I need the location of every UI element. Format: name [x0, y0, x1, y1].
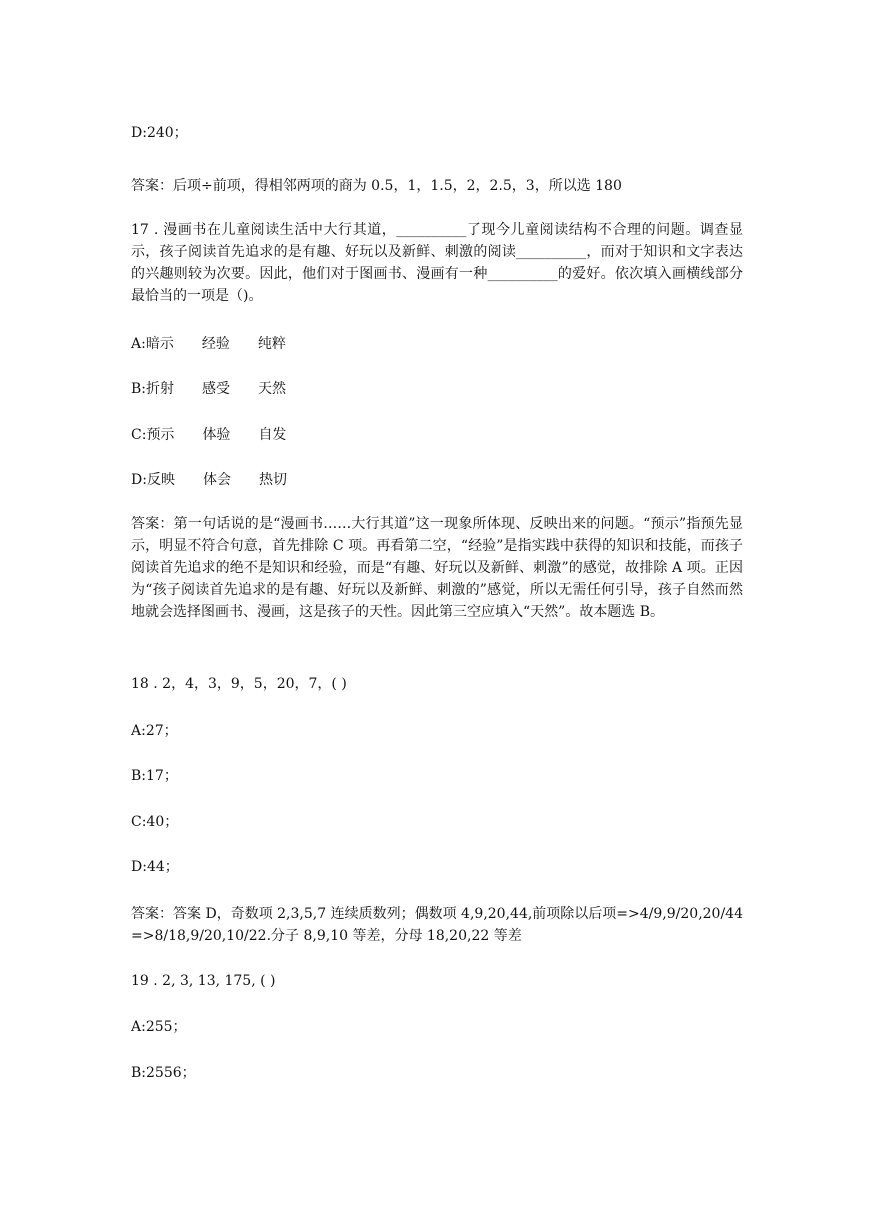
q19-option-a: A:255； [131, 1019, 187, 1035]
option-word: 感受 [202, 381, 231, 397]
q17-option-c [131, 424, 741, 446]
q18-answer: 答案：答案 D，奇数项 2,3,5,7 连续质数列；偶数项 4,9,20,44,前项除以后项=>4/9,9/20,20/44=>8/18,9/20,10/22.分子 8,9,10 等差，分母 18,20,22 等差 [131, 906, 743, 944]
q17-option-d [131, 469, 741, 491]
q17-answer: 答案：第一句话说的是“漫画书……大行其道”这一现象所体现、反映出来的问题。“预示”指预先显示，明显不符合句意，首先排除 C 项。再看第二空，“经验”是指实践中获得的知识和技能，而孩子阅读首先追求的绝不是知识和经验，而是“有趣、好玩以及新鲜、刺激”的感觉，故排除 A 项。正因为“孩子阅读首先追求的是有趣、好玩以及新鲜、刺激的”感觉，所以无需任何引导，孩子自然而然地就会选择图画书、漫画，这是孩子的天性。因此第三空应填入“天然”。故本题选 B。 [131, 516, 743, 620]
option-letter: A: [131, 336, 146, 352]
option-letter: B: [131, 381, 147, 397]
option-word: 热切 [258, 472, 287, 488]
option-word: 反映 [146, 472, 175, 488]
option-word: 天然 [258, 381, 287, 397]
option-word: 折射 [146, 381, 175, 397]
q18-option-a: A:27； [131, 723, 178, 739]
option-word: 暗示 [145, 336, 174, 352]
q17-option-a [131, 333, 741, 355]
option-word: 预示 [146, 427, 175, 443]
option-word: 纯粹 [257, 336, 286, 352]
q16-option-d: D:240； [131, 125, 188, 141]
option-word: 体验 [202, 427, 231, 443]
q17-question: 17 . 漫画书在儿童阅读生活中大行其道，__________了现今儿童阅读结构不合理的问题。调查显示，孩子阅读首先追求的是有趣、好玩以及新鲜、刺激的阅读__________，而对于知识和文字表达的兴趣则较为次要。因此，他们对于图画书、漫画有一种__________的爱好。依次填入画横线部分最恰当的一项是（)。 [131, 222, 743, 304]
q19-option-b: B:2556； [131, 1065, 196, 1081]
q18-question: 18 . 2，4，3，9，5，20，7，( ) [131, 676, 347, 692]
q17-option-b [131, 378, 741, 400]
option-word: 自发 [258, 427, 287, 443]
q18-option-d: D:44； [131, 859, 179, 875]
option-word: 经验 [201, 336, 230, 352]
q18-option-c: C:40； [131, 814, 179, 830]
option-letter: D: [131, 472, 147, 488]
option-letter: C: [131, 427, 147, 443]
q16-answer: 答案：后项÷前项，得相邻两项的商为 0.5，1，1.5，2，2.5，3，所以选 180 [131, 178, 622, 194]
q18-option-b: B:17； [131, 768, 178, 784]
q19-question: 19 . 2, 3, 13, 175, ( ) [131, 973, 276, 989]
option-word: 体会 [202, 472, 231, 488]
